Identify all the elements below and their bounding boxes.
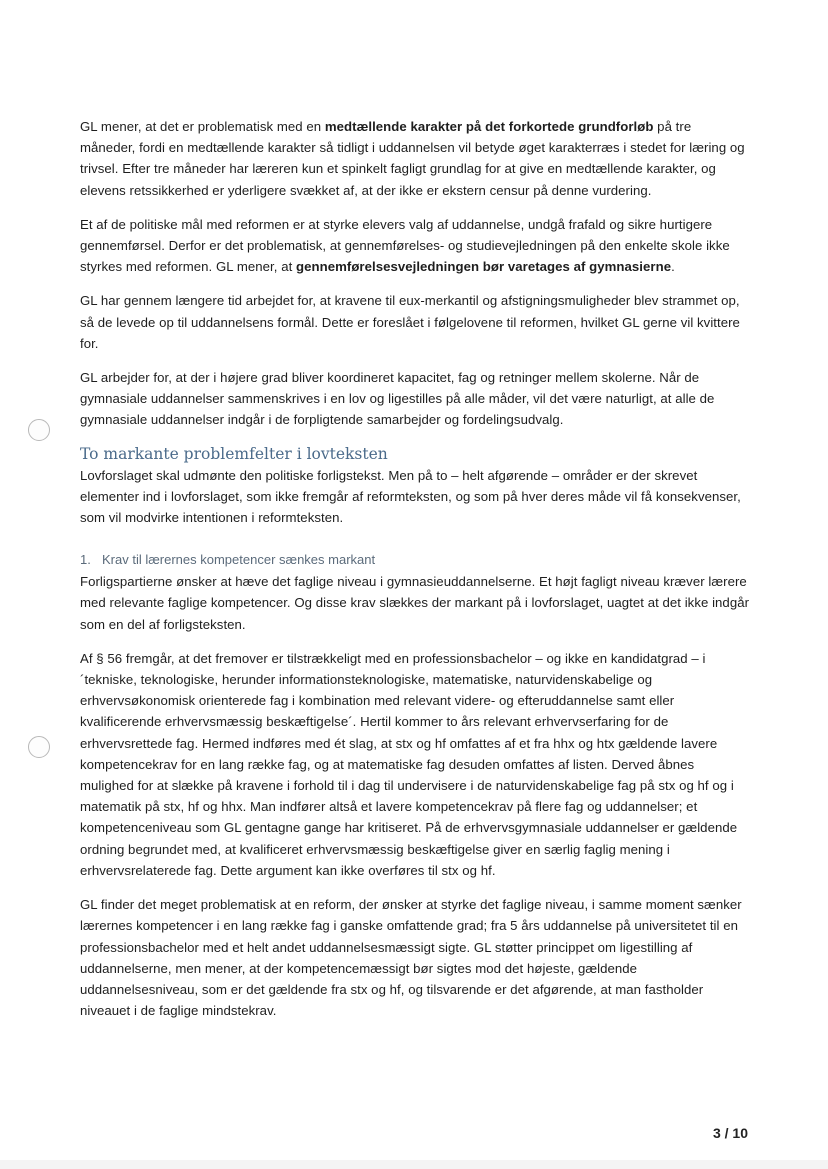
- punch-hole-icon: [28, 419, 50, 441]
- paragraph: GL har gennem længere tid arbejdet for, at kravene til eux-merkantil og afstigningsmuligheder blev strammet op, så de levede op til uddannelsens formål. Dette er foreslået i følgelovene til reformen, hvilket GL gerne vil kvittere for.: [80, 293, 740, 351]
- emphasis: gennemførelsesvejledningen bør varetages af gymnasierne: [296, 259, 672, 275]
- paragraph: GL finder det meget problematisk at en reform, der ønsker at styrke det faglige niveau, i samme moment sænker lærernes kompetencer i en lang række fag i ganske omfattende grad; fra 5 års uddannelse på universitetet til en professionsbachelor med et helt andet uddannelsesmæssigt sigte. GL støtter princippet om ligestilling af uddannelserne, men mener, at der kompetencemæssigt bør sigtes mod det højeste, gældende uddannelsesniveau, som er det gældende fra stx og hf, og tilsvarende er det afgørende, at man fastholder niveauet i de faglige mindstekrav.: [80, 897, 742, 1019]
- subsection-number: 1.: [80, 552, 91, 568]
- paragraph: Lovforslaget skal udmønte den politiske forligstekst. Men på to – helt afgørende – områder er der skrevet elementer ind i lovforslaget, som ikke fremgår af reformteksten, og som på hver deres måde vil få konsekvenser, som vil modvirke intentionen i reformteksten.: [80, 467, 741, 526]
- scan-edge: [0, 1160, 828, 1169]
- section-heading: To markante problemfelter i lovteksten: [80, 444, 388, 463]
- paragraph: GL arbejder for, at der i højere grad bliver koordineret kapacitet, fag og retninger mellem skolerne. Når de gymnasiale uddannelser sammenskrives i en lov og ligestilles på alle måder, vil det være naturligt, at alle de gymnasiale uddannelser indgår i de forpligtende samarbejder og fordelingsudvalg.: [80, 370, 715, 428]
- paragraph: Forligspartierne ønsker at hæve det faglige niveau i gymnasieuddannelserne. Et højt fagligt niveau kræver lærere med relevante faglige kompetencer. Og disse krav slækkes der markant på i lovforslaget, uagtet at det ikke indgår som en del af forligsteksten.: [80, 574, 750, 632]
- emphasis: medtællende karakter på det forkortede grundforløb: [324, 119, 654, 134]
- document-body: [80, 116, 750, 1034]
- page-number: 3 / 10: [712, 1125, 748, 1141]
- subsection-heading: 1. Krav til lærernes kompetencer sænkes markant: [80, 550, 750, 570]
- paragraph: GL mener, at det er problematisk med en medtællende karakter på det forkortede grundforløb på tre måneder, fordi en medtællende karakter så tidligt i uddannelsen vil betyde øget karakterræs i stedet for læring og trivsel. Efter tre måneder har læreren kun et spinkelt fagligt grundlag for at give en medtællende karakter, og elevens retssikkerhed er yderligere svækket af, at der ikke er ekstern censur på denne vurdering.: [80, 119, 745, 198]
- punch-hole-icon: [28, 736, 50, 758]
- paragraph: Et af de politiske mål med reformen er at styrke elevers valg af uddannelse, undgå frafald og sikre hurtigere gennemførsel. Derfor er det problematisk, at gennemførelses- og studievejledningen på den enkelte skole ikke styrkes med reformen. GL mener, at gennemførelsesvejledningen bør varetages af gymnasierne.: [80, 216, 730, 275]
- paragraph: Af § 56 fremgår, at det fremover er tilstrækkeligt med en professionsbachelor – og ikke en kandidatgrad – i ´tekniske, teknologiske, herunder informationsteknologiske, matematiske, naturvidenskabelige og erhvervsøkonomisk orienterede fag i kombination med relevant videre- og efteruddannelse samt eller kvalificerende erhvervsmæssig beskæftigelse´. Hertil kommer to års relevant erhvervserfaring for de erhvervsrettede fag. Hermed indføres med ét slag, at stx og hf omfattes af et fra hhx og htx gældende lavere kompetencekrav for en lang række fag, og at matematiske fag desuden omfattes af listen. Derved åbnes mulighed for at slække på kravene i forhold til i dag til undervisere i de naturvidenskabelige fag på stx og hf og i matematik på stx, hf og hhx. Man indfører altså et lavere kompetencekrav på flere fag og uddannelser; et kompetenceniveau som GL gentagne gange har kritiseret. På de erhvervsgymnasiale uddannelser er gældende ordning begrundet med, at kvalificeret erhvervsmæssig beskæftigelse giver en særlig faglig mening i erhvervsrelaterede fag. Dette argument kan ikke overføres til stx og hf.: [80, 650, 738, 878]
